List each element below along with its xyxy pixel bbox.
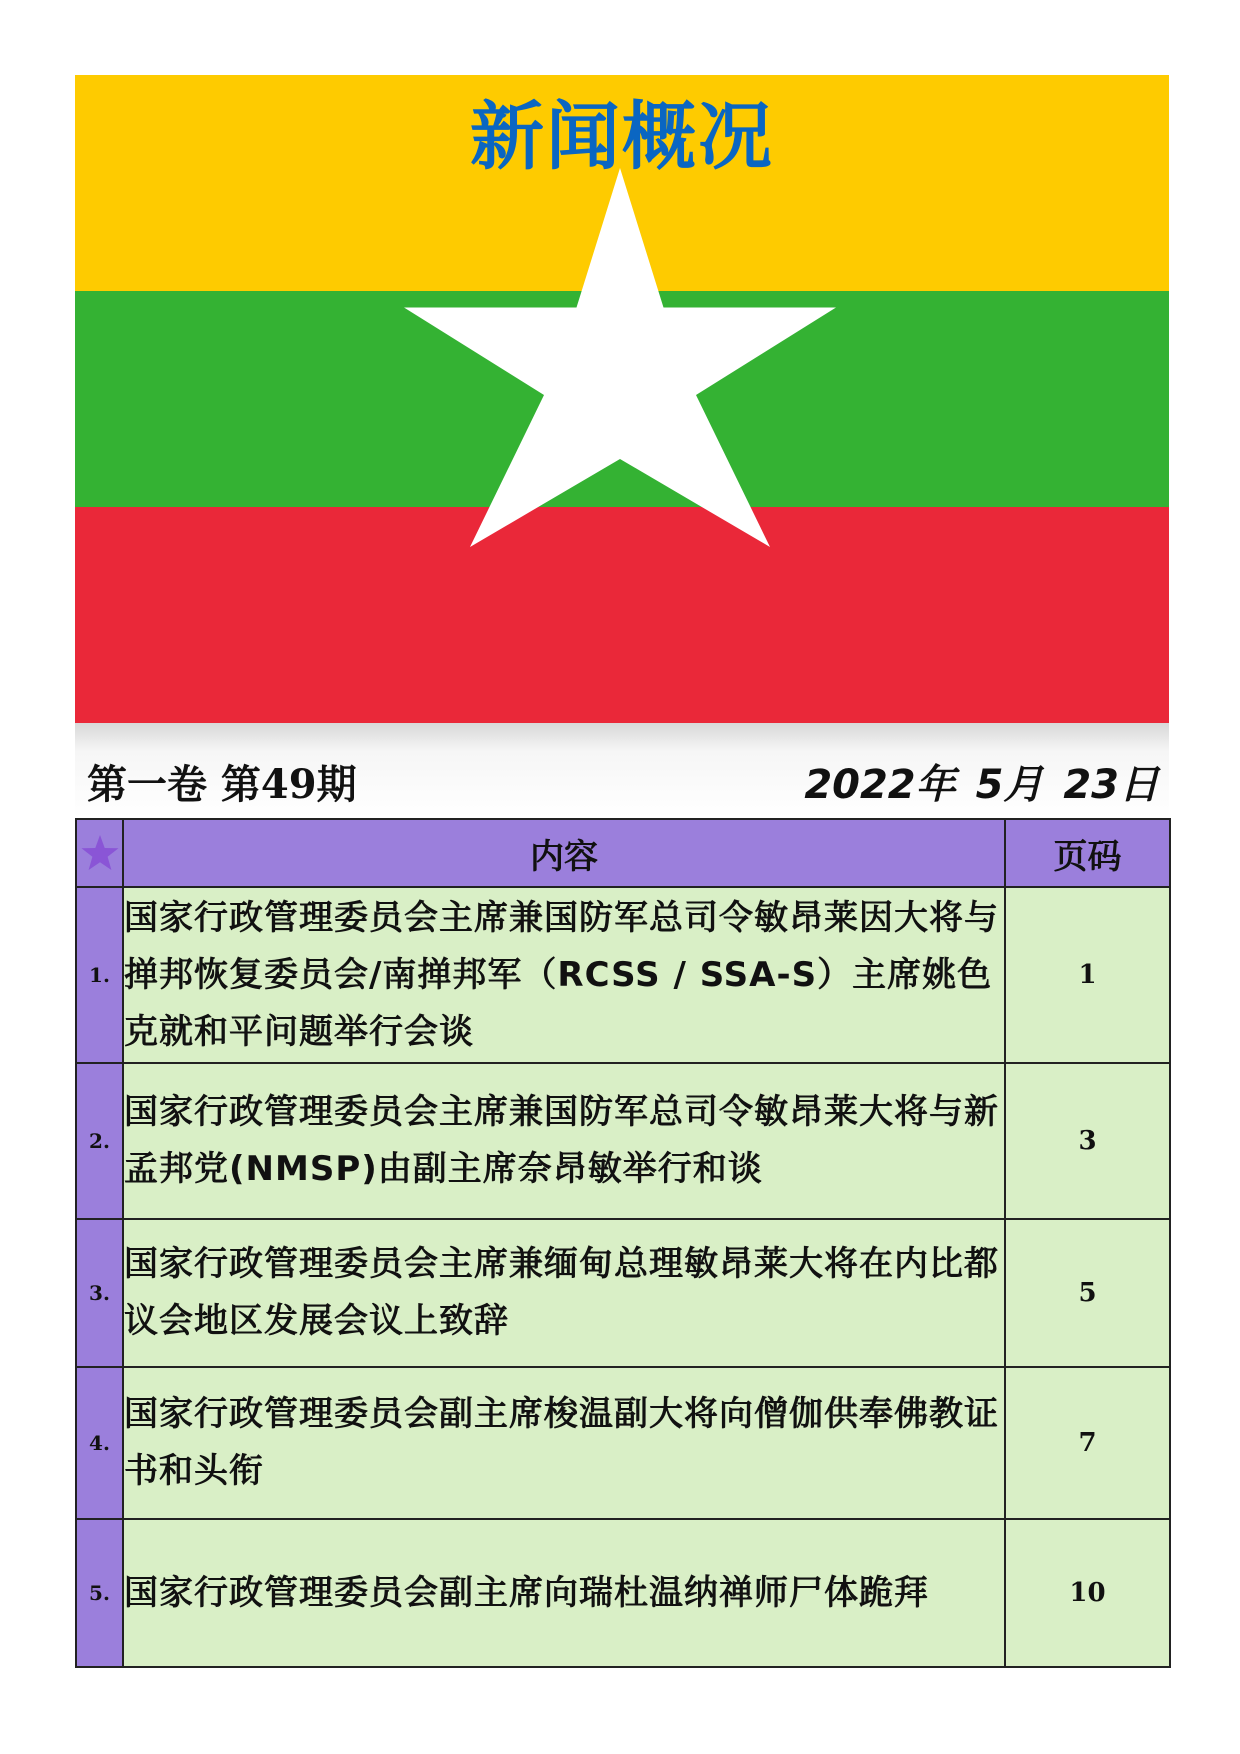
myanmar-flag (75, 75, 1169, 723)
toc-row-page[interactable]: 3 (1005, 1063, 1170, 1219)
toc-row-page[interactable]: 5 (1005, 1219, 1170, 1367)
star-icon (80, 833, 120, 873)
toc-header-row (76, 819, 1170, 887)
toc-row-title[interactable]: 国家行政管理委员会主席兼缅甸总理敏昂莱大将在内比都议会地区发展会议上致辞 (123, 1219, 1005, 1367)
toc-row-number: 5. (76, 1519, 123, 1667)
toc-row-number: 3. (76, 1219, 123, 1367)
toc-header-content: 内容 (123, 819, 1005, 887)
toc-row-page[interactable]: 10 (1005, 1519, 1170, 1667)
toc-row-page[interactable]: 1 (1005, 887, 1170, 1063)
table-row[interactable] (76, 1219, 1170, 1367)
page-title: 新闻概况 (470, 94, 774, 180)
toc-row-number: 1. (76, 887, 123, 1063)
toc-row-page[interactable]: 7 (1005, 1367, 1170, 1519)
toc-row-title[interactable]: 国家行政管理委员会主席兼国防军总司令敏昂莱大将与新孟邦党(NMSP)由副主席奈昂敏举行和谈 (123, 1063, 1005, 1219)
toc-header-star-cell (76, 819, 123, 887)
issue-date: 2022年 5月 23日 (804, 762, 1159, 808)
issue-bar (75, 723, 1169, 818)
table-row[interactable] (76, 1063, 1170, 1219)
table-row[interactable] (76, 887, 1170, 1063)
toc-row-title[interactable]: 国家行政管理委员会主席兼国防军总司令敏昂莱因大将与掸邦恢复委员会/南掸邦军（RCSS / SSA-S）主席姚色克就和平问题举行会谈 (123, 887, 1005, 1063)
table-of-contents (75, 818, 1171, 1668)
toc-row-number: 2. (76, 1063, 123, 1219)
toc-row-title[interactable]: 国家行政管理委员会副主席梭温副大将向僧伽供奉佛教证书和头衔 (123, 1367, 1005, 1519)
table-row[interactable] (76, 1367, 1170, 1519)
toc-row-title[interactable]: 国家行政管理委员会副主席向瑞杜温纳禅师尸体跪拜 (123, 1519, 1005, 1667)
toc-row-number: 4. (76, 1367, 123, 1519)
table-row[interactable] (76, 1519, 1170, 1667)
issue-volume-number: 第一卷 第49期 (87, 761, 357, 808)
toc-header-page: 页码 (1005, 819, 1170, 887)
